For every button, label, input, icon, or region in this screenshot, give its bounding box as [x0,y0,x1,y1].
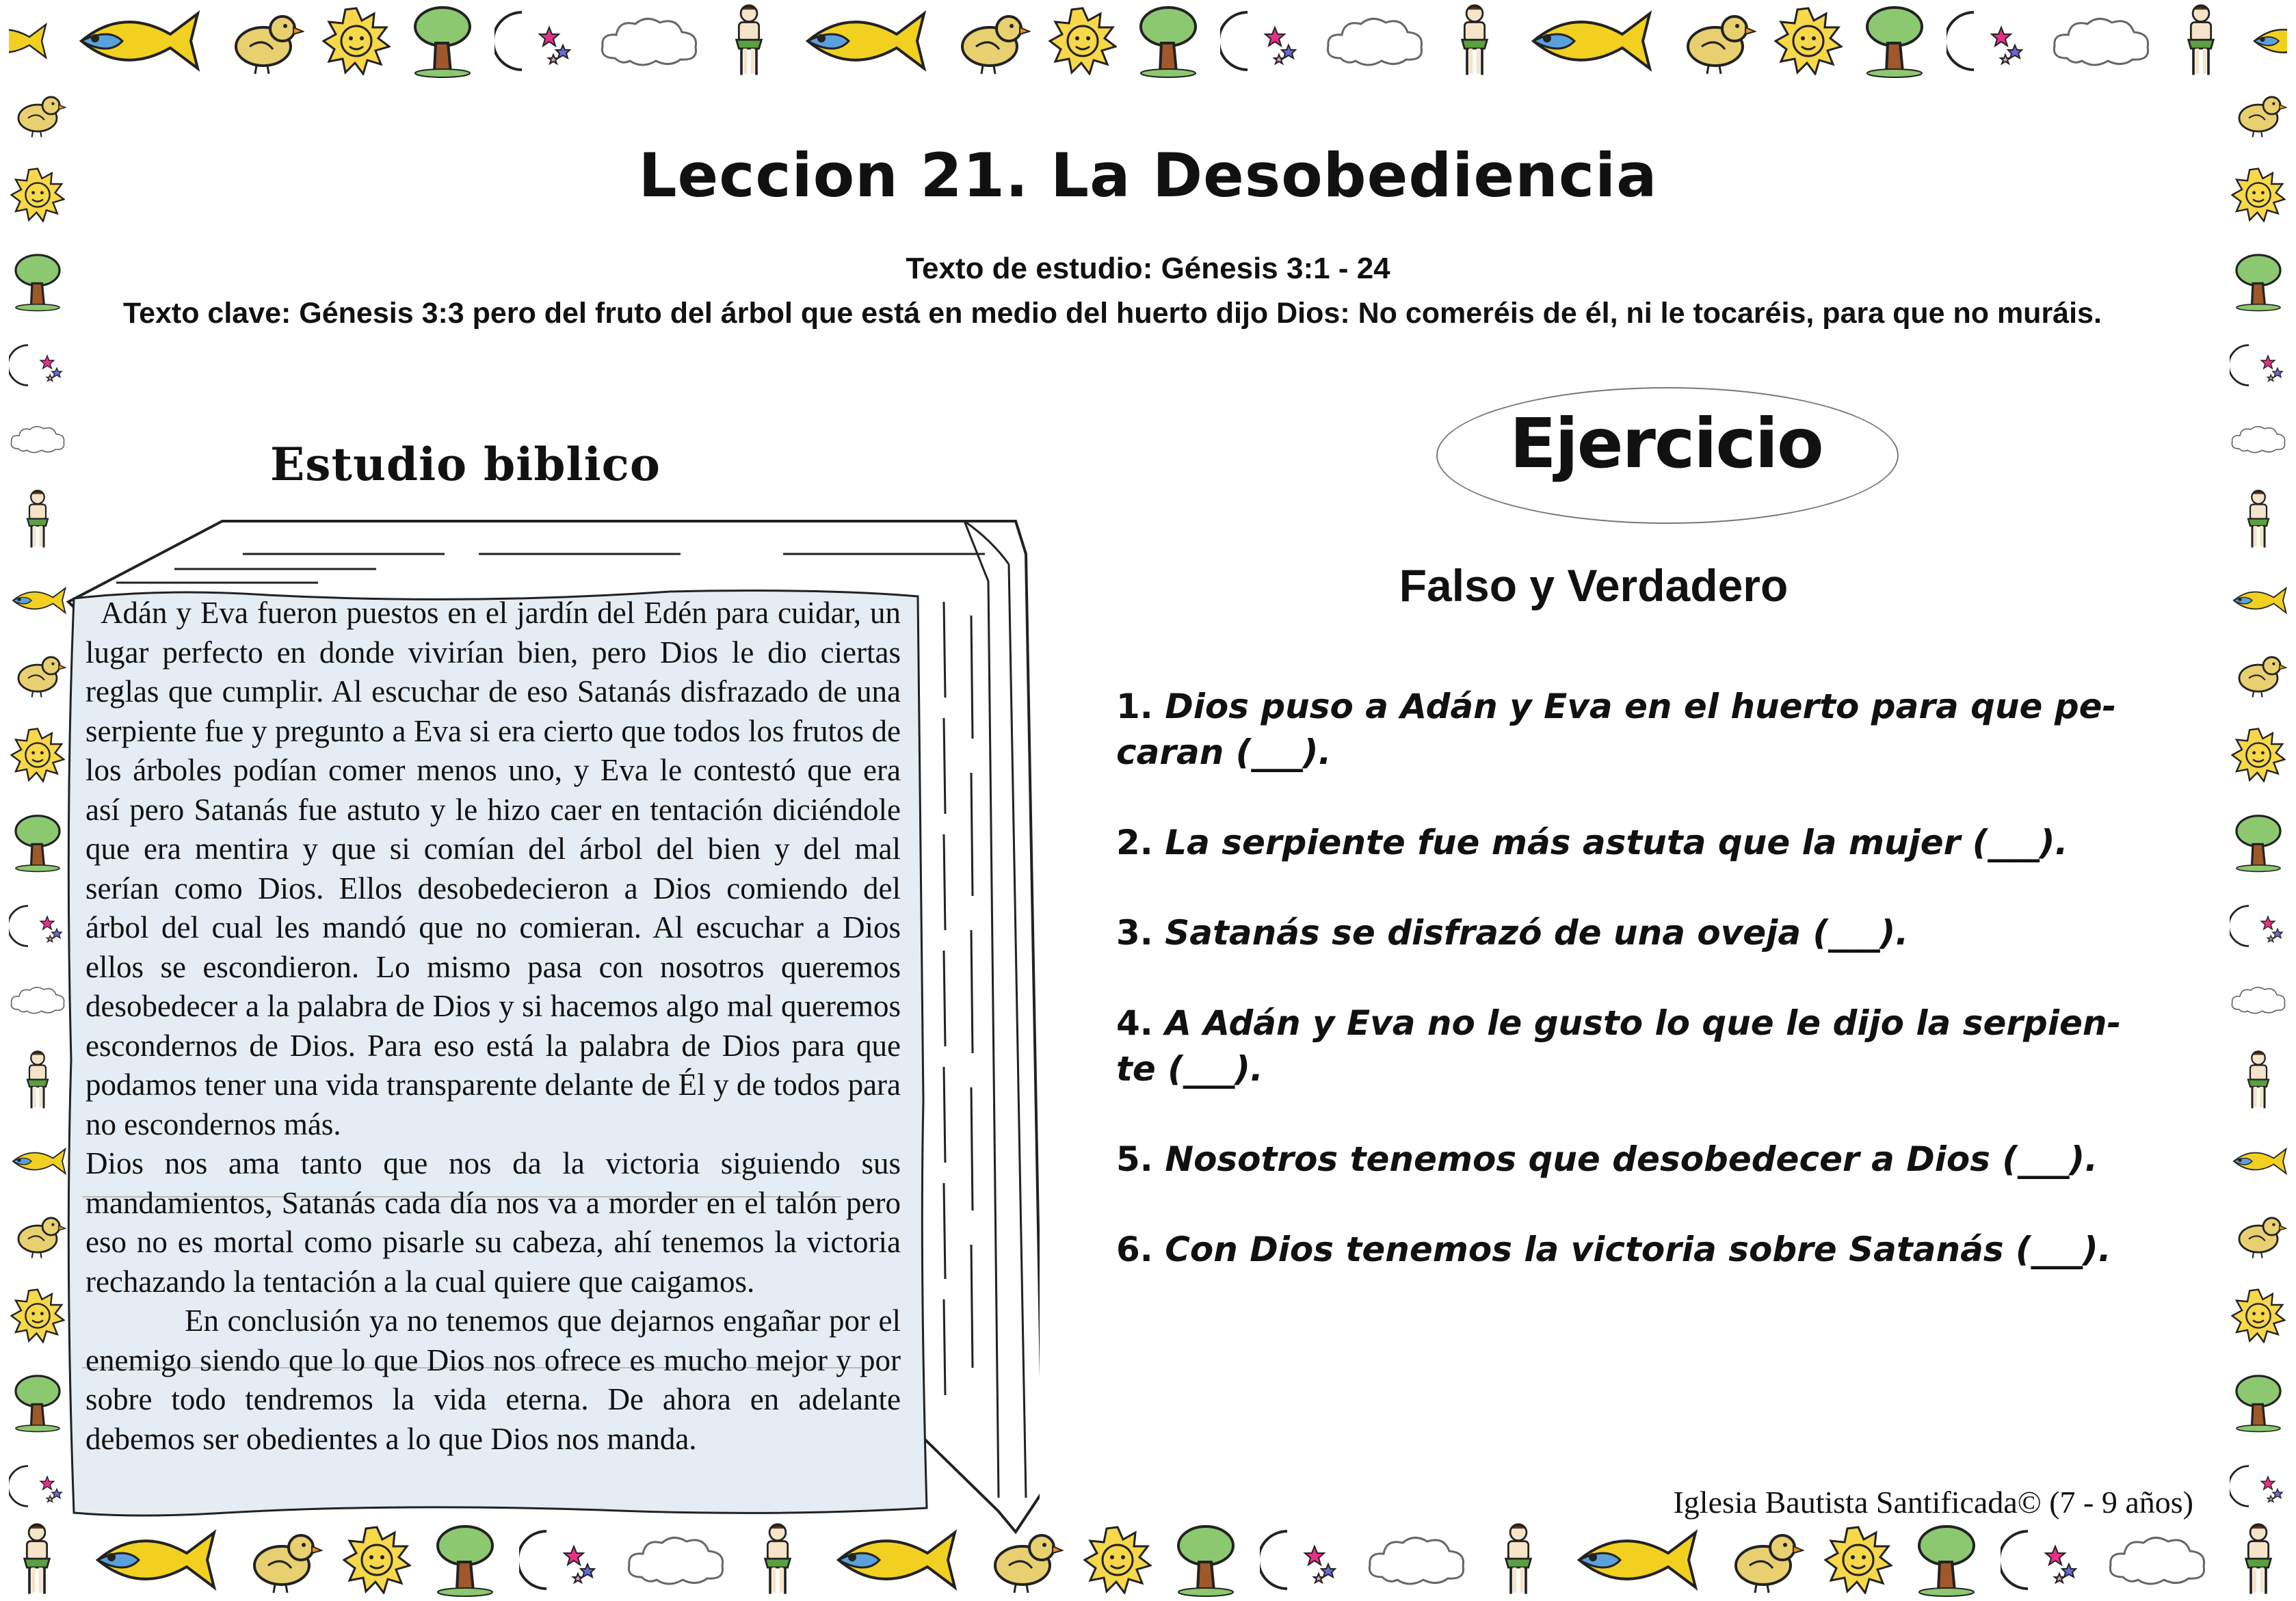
exercise-subtitle: Falso y Verdadero [1399,560,1789,611]
fish-icon [9,10,50,72]
study-paragraph-3: En conclusión ya no tenemos que dejarnos engañar por el enemigo siendo que lo que Dios nos ofrece es mucho mejor y por sobre todo tendremos la vida eterna. De ahora en adelante debemos ser obedientes a lo que Dios nos manda. [85,1304,901,1456]
fish-icon [2228,580,2289,621]
key-text: Texto clave: Génesis 3:3 pero del fruto del árbol que está en medio del huerto dijo Dios: No comeréis de él, ni le tocaréis, para que no muráis. [123,297,2102,330]
border-right [2221,75,2296,1525]
bird-icon [2230,90,2287,138]
fish-icon [2228,1141,2289,1182]
question-number: 5. [1116,1139,1153,1179]
border-top [0,0,2296,82]
child-icon [2238,1050,2279,1111]
child-icon [17,489,58,551]
question-4 [1116,1001,2156,1092]
cloud-icon [1362,1529,1471,1591]
question-number: 3. [1116,913,1153,953]
question-number: 2. [1116,823,1153,862]
tree-icon [2231,1373,2286,1433]
page-title: Leccion 21. La Desobediencia [638,140,1658,211]
moon-stars-icon [1947,7,2029,75]
sun-icon [322,7,391,75]
fish-icon [794,7,931,75]
moon-stars-icon [9,341,66,389]
moon-stars-icon [2230,1462,2287,1510]
fish-icon [2246,10,2287,72]
tree-icon [408,3,477,79]
bird-icon [1722,1526,1804,1594]
tree-icon [2231,812,2286,873]
cloud-icon [1320,10,1429,72]
cloud-icon [594,10,704,72]
cloud-icon [2046,10,2156,72]
bird-icon [1674,7,1756,75]
child-icon [17,1050,58,1111]
fish-icon [1520,7,1657,75]
child-icon [1491,1522,1546,1598]
study-paragraph-1: Adán y Eva fueron puestos en el jardín del Edén para cuidar, un lugar perfecto en donde vivirían bien, pero Dios le dio ciertas reglas que cumplir. Al escuchar de eso Satanás disfrazado de una serpiente fue y pregunto a Eva si era cierto que todos los frutos de los árboles podían comer menos uno, y Eva le contestó que era así pero Satanás fue astuto y le hizo caer en tentación diciéndole que era mentira y que si comían del árbol del bien y del mal serían como Dios. Ellos desobedecieron a Dios comiendo del árbol del cual les mandó que no comieran. Al escuchar a Dios ellos se escondieron. Lo mismo pasa con nosotros queremos desobedecer a la palabra de Dios y si hacemos algo mal queremos escondernos de Dios. Para eso está la palabra de Dios para que podamos tener una vida transparente delante de Él y de todos para no escondernos más. [85,596,901,1141]
question-text: Dios puso a Adán y Eva en el huerto para que pe-caran (___). [1116,687,2117,772]
moon-stars-icon [1260,1526,1342,1594]
question-list [1116,684,2156,1317]
question-number: 1. [1116,687,1153,726]
bird-icon [9,90,66,138]
study-heading: Estudio biblico [270,438,661,491]
sun-icon [1774,7,1843,75]
sun-icon [2231,1288,2286,1343]
moon-stars-icon [1220,7,1302,75]
child-icon [2231,1522,2286,1598]
study-paragraph-2: Dios nos ama tanto que nos da la victoria siguiendo sus mandamientos, Satanás cada día nos va a morder en el talón pero eso no es mortal como pisarle su cabeza, ahí tenemos la victoria rechazando la tentación a la cual quiere que caigamos. [85,1146,901,1299]
child-icon [2174,3,2228,79]
question-5 [1116,1137,2156,1182]
sun-icon [1048,7,1117,75]
question-text: La serpiente fue más astuta que la mujer (___). [1165,823,2068,862]
sun-icon [1083,1526,1152,1594]
exercise-title: Ejercicio [1509,403,1823,484]
cloud-icon [2102,1529,2212,1591]
moon-stars-icon [2230,902,2287,950]
bird-icon [222,7,304,75]
question-number: 4. [1116,1003,1153,1043]
question-6 [1116,1227,2156,1273]
moon-stars-icon [494,7,577,75]
bird-icon [2230,650,2287,698]
cloud-icon [7,419,68,460]
cloud-icon [2228,979,2289,1020]
fish-icon [68,7,204,75]
child-icon [722,3,776,79]
tree-icon [1860,3,1929,79]
study-passage [85,594,901,1459]
question-3 [1116,910,2156,956]
question-text: Nosotros tenemos que desobedecer a Dios (___). [1165,1139,2098,1179]
tree-icon [1912,1522,1981,1598]
moon-stars-icon [2230,341,2287,389]
sun-icon [1824,1526,1892,1594]
fish-icon [1566,1526,1702,1594]
tree-icon [1134,3,1202,79]
question-number: 6. [1116,1230,1153,1269]
child-icon [1447,3,1502,79]
study-text-reference: Texto de estudio: Génesis 3:1 - 24 [906,252,1390,285]
bird-icon [949,7,1031,75]
cloud-icon [2228,419,2289,460]
sun-icon [2231,728,2286,782]
bird-icon [2230,1211,2287,1259]
child-icon [2238,489,2279,551]
question-2 [1116,820,2156,866]
footer-credit: Iglesia Bautista Santificada© (7 - 9 años) [1673,1485,2193,1520]
moon-stars-icon [2001,1526,2083,1594]
question-text: Satanás se disfrazó de una oveja (___). [1165,913,1909,953]
question-text: A Adán y Eva no le gusto lo que le dijo la serpien-te (___). [1116,1003,2122,1089]
tree-icon [1172,1522,1240,1598]
question-text: Con Dios tenemos la victoria sobre Satanás (___). [1165,1230,2111,1269]
question-1 [1116,684,2156,776]
